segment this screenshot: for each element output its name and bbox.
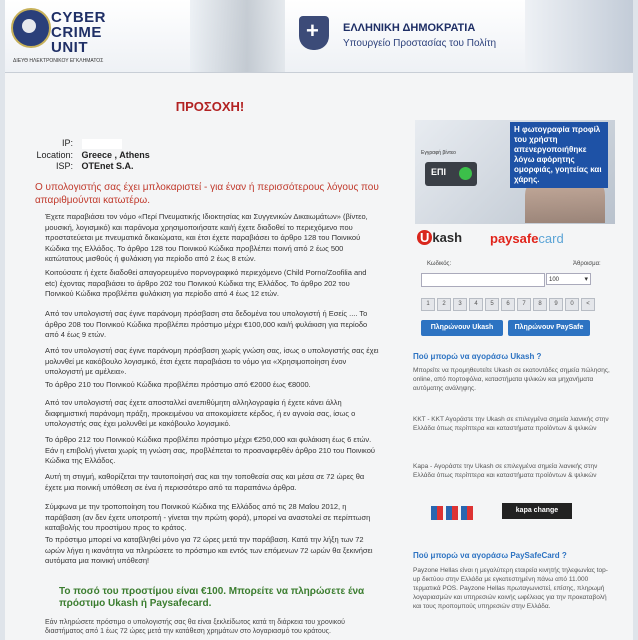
record-toggle-label: ΕΠΙ bbox=[431, 167, 447, 177]
unlock-notice: Εάν πληρώσετε πρόστιμο ο υπολογιστής σας θα είναι ξεκλείδωτος κατά τη διάρκεια του χρονικού διαστήματος από 1 έως 72 ώρες μετά την κατάθεση χρημάτων στο λογαριασμό του κράτους. bbox=[45, 619, 345, 635]
fine-amount-notice: Το ποσό του προστίμου είναι €100. Μπορείτε να πληρώσετε ένα πρόστιμο Ukash ή Paysafecard. bbox=[59, 586, 365, 609]
isp-row bbox=[33, 161, 173, 171]
paragraph-4: Από τον υπολογιστή σας έγινε παράνομη πρόσβαση χωρίς γνώση σας, ίσως ο υπολογιστής σας έχει μολυνθεί με κακόβουλο λογισμικό, έτσι έχετε παραβιάσει το νόμο για «Χρησιμοποίηση ένον υπολογιστή με αμέλεια». bbox=[45, 346, 379, 376]
video-record-label: Εγγραφή βίντεο bbox=[421, 150, 456, 156]
keypad bbox=[421, 290, 601, 311]
key-7[interactable]: 7 bbox=[517, 298, 531, 311]
paysafecard-where-heading: Πού μπορώ να αγοράσω PaySafeCard ? bbox=[413, 551, 567, 560]
key-5[interactable]: 5 bbox=[485, 298, 499, 311]
pay-ukash-button[interactable]: Πληρώνουν Ukash bbox=[421, 320, 503, 336]
header-banner bbox=[5, 0, 633, 73]
record-toggle[interactable] bbox=[425, 162, 477, 186]
ukash-logo bbox=[417, 230, 462, 245]
paragraph-1: Έχετε παραβιάσει τον νόμο «Περί Πνευματικής Ιδιοκτησίας και Συγγενικών Δικαιωμάτων» (βίντεο, μουσική, λογισμικό) και παράνομα χρησιμοποιήσατε και/ή έχετε διαδοθεί το περιεχόμενο που προστατεύεται με πνευματικά δικαιώματα, και έτσι έχετε παραβιάσει το άρθρο 128 του Ποινικού Κώδικα της Ελλάδος. Το άρθρο 128 του Ποινικού Κώδικα προβλέπει ποινή από 2 έως 500 κατώτατους μισθούς ή φυλάκιση για περίοδο από 2 έως 8 ετών. bbox=[45, 212, 368, 263]
kkt-logo bbox=[431, 505, 483, 519]
cybercrime-title: CYBER CRIME UNIT bbox=[51, 9, 107, 56]
pay-paysafe-button[interactable]: Πληρώνουν PaySafe bbox=[508, 320, 590, 336]
police-badge-icon bbox=[11, 8, 51, 48]
ukash-where-heading: Πού μπορώ να αγοράσω Ukash ? bbox=[413, 352, 542, 361]
ukash-where-text: Μπορείτε να προμηθευτείτε Ukash σε εκατοντάδες σημεία πώλησης, online, από πορτοφόλια, καταστήματα ψιλικών και μηχανήματα αυτόματης ανάληψης. bbox=[413, 367, 610, 392]
paragraph-3: Από τον υπολογιστή σας έγινε παράνομη πρόσβαση στα δεδομένα του υπολογιστή ή Εσείς .... Το άρθρο 208 του Ποινικού Κώδικα προβλέπει πρόστιμο μέχρι €100,000 και/ή φυλάκιση για περίοδο από 4 έως 9 ετών. bbox=[45, 309, 368, 339]
greek-emblem-icon bbox=[299, 16, 329, 50]
paragraph-9: Σύμφωνα με την τροποποίηση του Ποινικού Κώδικα της Ελλάδος από τις 28 Μαΐου 2012, η παράβαση (αν δεν έχετε υποτροπή - γίνεται την πρώτη φορά), μπορεί να αναστολεί σε περίπτωση καταβολής του προστίμου προς το κράτος. bbox=[45, 502, 371, 532]
paysafe-logo-text: paysafe bbox=[490, 231, 539, 246]
paysafecard-logo bbox=[490, 231, 564, 246]
ukash-logo-text: kash bbox=[432, 230, 463, 245]
key-6[interactable]: 6 bbox=[501, 298, 515, 311]
kkt-mark-icon bbox=[431, 506, 443, 520]
kkt-mark-icon bbox=[446, 506, 458, 520]
header-decoration bbox=[525, 0, 633, 72]
key-8[interactable]: 8 bbox=[533, 298, 547, 311]
ip-label: IP: bbox=[61, 138, 73, 148]
isp-value: OTEnet S.A. bbox=[81, 161, 134, 171]
ukash-u-icon: U bbox=[417, 230, 432, 245]
ransom-page bbox=[5, 0, 633, 640]
paragraph-8: Αυτή τη στιγμή, καθορίζεται την ταυτοποίησή σας και την τοποθεσία σας και μέσα σε 72 ώρες θα έχετε μια ποινική υπόθεση σε ένα ή περισσότερο από τα παραπάνω άρθρα. bbox=[45, 472, 365, 492]
amount-select[interactable]: 100 ▾ bbox=[546, 273, 591, 285]
kapa-text: Kapa - Αγοράστε την Ukash σε επιλεγμένα σημεία λιανικής στην Ελλάδα όπως περίπτερα και καταστήματα προϊόντων & ψιλικών bbox=[413, 463, 598, 479]
key-backspace[interactable]: < bbox=[581, 298, 595, 311]
card-logo-text: card bbox=[538, 231, 564, 246]
voucher-code-input[interactable] bbox=[421, 273, 545, 287]
block-notice: Ο υπολογιστής σας έχει μπλοκαριστεί - για έναν ή περισσότερους λόγους που απαριθμούνται κατωτέρω. bbox=[35, 182, 379, 206]
location-label: Location: bbox=[36, 150, 73, 160]
isp-label: ISP: bbox=[55, 161, 73, 171]
code-label: Κωδικός: bbox=[427, 261, 452, 267]
payment-logos bbox=[415, 228, 615, 250]
key-1[interactable]: 1 bbox=[421, 298, 435, 311]
key-0[interactable]: 0 bbox=[565, 298, 579, 311]
location-value: Greece , Athens bbox=[81, 150, 150, 160]
header-photo bbox=[190, 0, 285, 72]
ip-row bbox=[33, 138, 173, 149]
key-4[interactable]: 4 bbox=[469, 298, 483, 311]
key-9[interactable]: 9 bbox=[549, 298, 563, 311]
webcam-panel bbox=[415, 120, 615, 224]
paysafecard-where-text: Payzone Hellas είναι η μεγαλύτερη εταιρεία κινητής τηλεφωνίας top-up δικτύου στην Ελλάδα με εγκατεστημένη πάνω από 11.000 τερματικά POS. Payzone Hellas πρωταγωνιστεί, επίσης, πληρωμή λογαριασμών και υπηρεσιών κοινής ωφέλειας για την προκαταβολή και τους προπομπούς υπηρεσιών στην Ελλάδα. bbox=[413, 567, 608, 610]
paragraph-5: Το άρθρο 210 του Ποινικού Κώδικα προβλέπει πρόστιμο από €2000 έως €8000. bbox=[45, 380, 311, 389]
key-3[interactable]: 3 bbox=[453, 298, 467, 311]
kkt-text: ΚΚΤ - ΚΚΤ Αγοράστε την Ukash σε επιλεγμένα σημεία λιανικής στην Ελλάδα όπως περίπτερα και καταστήματα προϊόντων & ψιλικών bbox=[413, 416, 609, 432]
warning-title: ΠΡΟΣΟΧΗ! bbox=[175, 99, 245, 114]
paragraph-2: Κοιτούσατε ή έχετε διαδοθεί απαγορευμένο πορνογραφικό περιεχόμενο (Child Porno/Zoofilia and etc) έχοντας παραβιάσει το άρθρο 202 του Ποινικού Κώδικα της Ελλάδος. Το άρθρο 202 του Ποινικού Κώδικα προβλέπει φυλάκιση για περίοδο από 4 έως 12 ετών. bbox=[45, 268, 367, 298]
paragraph-6: Από τον υπολογιστή σας έχετε αποσταλλεί ανεπιθύμητη αλληλογραφία ή έχετε κάνει άλλη διαφημιστική παράνομη πράξη, προκειμένου να αποκομίσετε κέρδος, ή εν αγνοία σας, ίσως ο υπολογιστής σας έχει μολυνθεί με κακόβουλο λογισμικό. bbox=[45, 398, 356, 428]
kkt-mark-icon bbox=[461, 506, 473, 520]
amount-label: Άθροισμα: bbox=[573, 261, 601, 267]
profile-photo-message: Η φωτογραφία προφίλ του χρήστη απενεργοποιήθηκε λόγω αφόρητης ομορφιάς, γοητείας και χάρης. bbox=[510, 122, 608, 188]
ministry-title: Υπουργείο Προστασίας του Πολίτη bbox=[343, 38, 497, 49]
paragraph-10: Το πρόστιμο μπορεί να καταβληθεί μόνο για 72 ώρες μετά την παράβαση. Κατά την λήξη των 72 ωρών λήγει η ικανότητα να πληρώσετε το πρόστιμο και εντός των επόμενων 72 ωρών θα ξεκινήσει αυτόματα μια ποινική υπόθεση! bbox=[45, 535, 373, 565]
record-indicator-icon bbox=[459, 167, 472, 180]
republic-title: ΕΛΛΗΝΙΚΗ ΔΗΜΟΚΡΑΤΙΑ bbox=[343, 22, 476, 34]
ip-value-redacted bbox=[82, 139, 122, 149]
key-2[interactable]: 2 bbox=[437, 298, 451, 311]
kapa-change-logo: kapa change bbox=[502, 503, 572, 519]
cybercrime-subtitle: ΔΙΕΥΘ ΗΛΕΚΤΡΟΝΙΚΟΥ ΕΓΚΛΗΜΑΤΟΣ bbox=[13, 58, 104, 64]
location-row bbox=[33, 150, 173, 160]
paragraph-7: Το άρθρο 212 του Ποινικού Κώδικα προβλέπει πρόστιμο μέχρι €250,000 και φυλάκιση έως 6 ετών. Εάν η επιβολή γίνεται χωρίς τη γνώση σας, προβλέπεται το προαναφερθέν άρθρο 210 του Ποινικού Κώδικα της Ελλάδος. bbox=[45, 435, 375, 465]
